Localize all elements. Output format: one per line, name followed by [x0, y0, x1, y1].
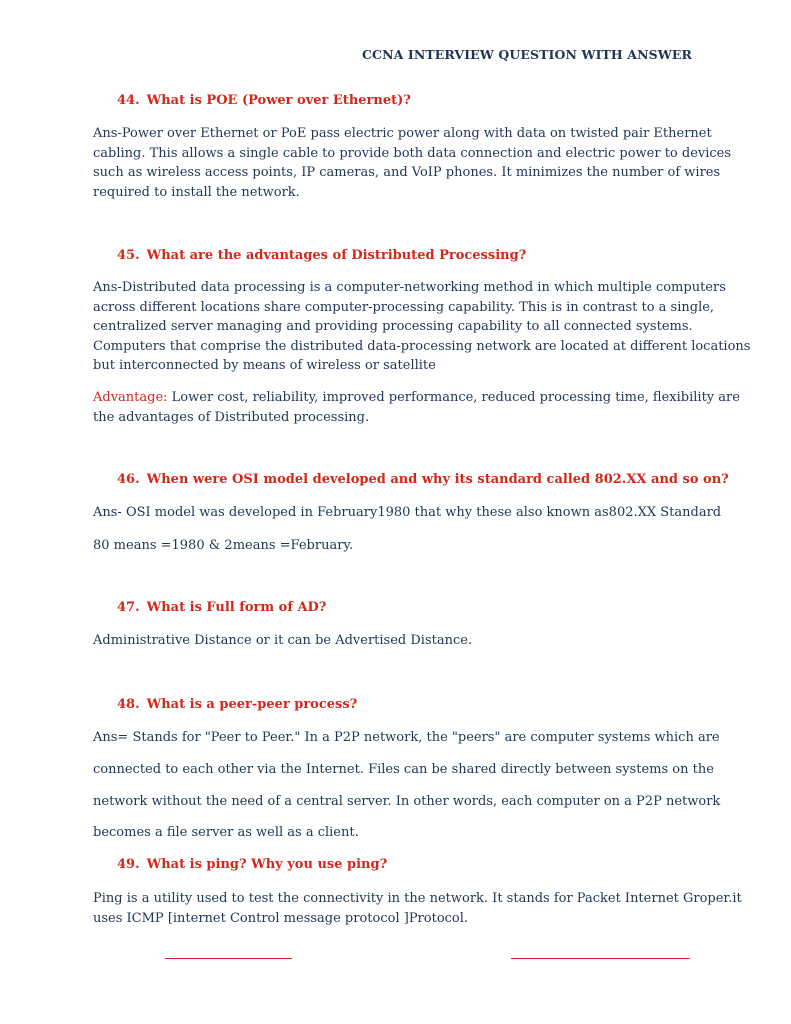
footer-rule-right — [511, 958, 690, 959]
answer-44 — [93, 124, 732, 202]
advantage-text: Lower cost, reliability, improved performance, reduced processing time, flexibility are — [167, 390, 740, 405]
advantage-label: Advantage: — [93, 390, 168, 405]
answer-46-line-1: Ans- OSI model was developed in February1980 that why these also known as802.XX Standard — [93, 505, 722, 520]
question-number: 49. — [117, 857, 140, 872]
answer-line: Ping is a utility used to test the connectivity in the network. It stands for Packet Internet Groper.it — [93, 891, 742, 906]
question-text: What is a peer-peer process? — [146, 697, 358, 712]
question-number: 47. — [117, 600, 140, 615]
question-text: What is Full form of AD? — [146, 600, 327, 615]
answer-46-line-2: 80 means =1980 & 2means =February. — [93, 538, 354, 553]
answer-48-line-1: Ans= Stands for "Peer to Peer." In a P2P network, the "peers" are computer systems which are — [93, 730, 720, 745]
question-47-title — [117, 600, 326, 615]
answer-48-line-4: becomes a file server as well as a client. — [93, 825, 359, 840]
answer-line: across different locations share computer-processing capability. This is in contrast to a single, — [93, 299, 715, 315]
advantage-line: the advantages of Distributed processing. — [93, 409, 370, 425]
answer-48-line-2: connected to each other via the Internet. Files can be shared directly between systems on the — [93, 762, 714, 777]
answer-line: such as wireless access points, IP cameras, and VoIP phones. It minimizes the number of wires — [93, 165, 721, 180]
answer-line: required to install the network. — [93, 184, 300, 200]
answer-line: cabling. This allows a single cable to provide both data connection and electric power to devices — [93, 145, 732, 161]
answer-48-line-3: network without the need of a central server. In other words, each computer on a P2P network — [93, 794, 721, 809]
question-text: What is ping? Why you use ping? — [146, 857, 388, 872]
question-text: What is POE (Power over Ethernet)? — [146, 93, 411, 108]
question-48-title — [117, 697, 357, 712]
question-46-title — [117, 472, 729, 487]
question-number: 46. — [117, 472, 140, 487]
advantage-line — [93, 388, 740, 408]
footer-rule-left — [165, 958, 292, 959]
question-text: What are the advantages of Distributed Processing? — [146, 248, 527, 263]
answer-line: Ans-Distributed data processing is a computer-networking method in which multiple computers — [93, 280, 726, 295]
page-header-title: CCNA INTERVIEW QUESTION WITH ANSWER — [362, 47, 692, 62]
question-number: 44. — [117, 93, 140, 108]
question-text: When were OSI model developed and why its standard called 802.XX and so on? — [146, 472, 729, 487]
answer-line: centralized server managing and providing processing capability to all connected systems. — [93, 319, 693, 334]
advantage-45 — [93, 388, 740, 427]
question-45-title — [117, 248, 526, 263]
answer-49 — [93, 889, 742, 928]
answer-line: uses ICMP [internet Control message protocol ]Protocol. — [93, 910, 469, 926]
answer-line: Computers that comprise the distributed data-processing network are located at different locations — [93, 338, 751, 354]
answer-45 — [93, 278, 751, 376]
answer-line: Ans-Power over Ethernet or PoE pass electric power along with data on twisted pair Ethernet — [93, 126, 712, 141]
question-49-title — [117, 857, 387, 872]
answer-47: Administrative Distance or it can be Advertised Distance. — [93, 633, 473, 648]
answer-line: but interconnected by means of wireless or satellite — [93, 358, 436, 373]
question-number: 45. — [117, 248, 140, 263]
question-number: 48. — [117, 697, 140, 712]
question-44-title — [117, 93, 411, 108]
